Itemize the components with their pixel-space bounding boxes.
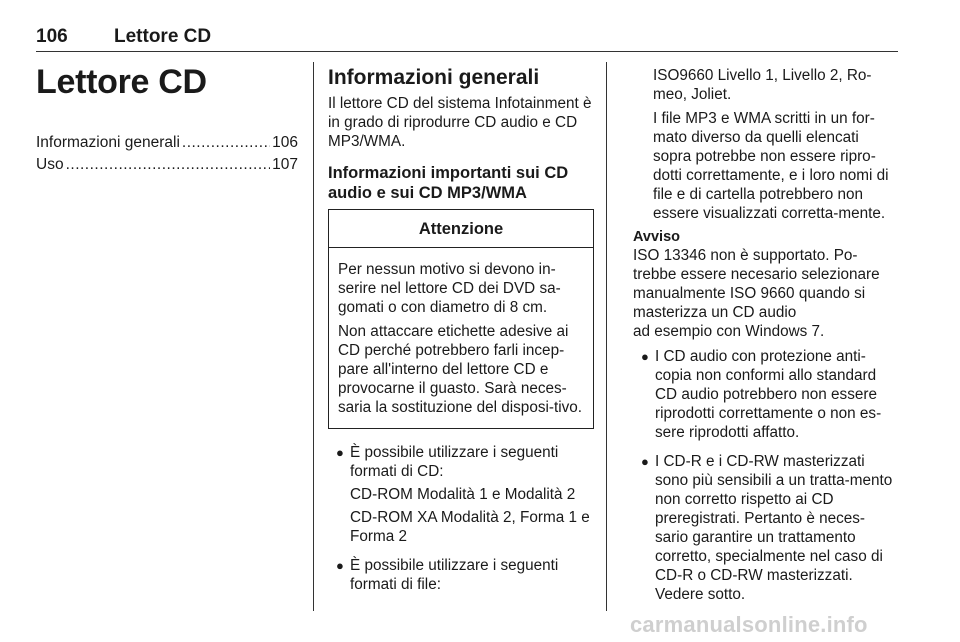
toc-label: Informazioni generali (36, 134, 180, 151)
caution-box (328, 209, 594, 429)
general-info-column (328, 66, 594, 604)
toc-page: 107 (272, 156, 298, 173)
list-item (328, 556, 594, 598)
bullet-icon: ● (336, 558, 344, 573)
page-number: 106 (36, 26, 68, 47)
notice-text: ISO 13346 non è supportato. Po-trebbe essere necesario selezionare manualmente ISO 9660 quando si masterizza un CD audio (633, 247, 880, 321)
notice-text-after: ad esempio con Windows 7. (633, 323, 825, 340)
watermark-text: carmanualsonline.info (630, 612, 868, 637)
caution-paragraph: Per nessun motivo si devono in-serire nel lettore CD dei DVD sa-gomati o con diametro di 8 cm. (338, 261, 561, 316)
toc-label: Uso (36, 156, 64, 173)
list-item-subtext: CD-ROM Modalità 1 e Modalità 2 (350, 486, 576, 503)
toc-leader (182, 132, 270, 154)
caution-title: Attenzione (329, 210, 593, 248)
continued-text: ISO9660 Livello 1, Livello 2, Ro-meo, Joliet. (653, 67, 872, 103)
toc-entry-general[interactable] (36, 132, 298, 154)
chapter-title: Lettore CD (36, 63, 207, 101)
bullet-icon: ● (641, 454, 649, 469)
list-item (633, 347, 897, 446)
column-divider-1 (313, 62, 314, 611)
notice-title: Avviso (633, 229, 681, 245)
toc-page: 106 (272, 134, 298, 151)
bullet-icon: ● (641, 349, 649, 364)
list-item-subtext: CD-ROM XA Modalità 2, Forma 1 e Forma 2 (350, 509, 590, 545)
toc-entry-uso[interactable] (36, 154, 298, 176)
intro-paragraph: Il lettore CD del sistema Infotainment è in grado di riprodurre CD audio e CD MP3/WMA. (328, 95, 592, 150)
list-item (328, 443, 594, 550)
chapter-column (36, 62, 298, 176)
bullet-icon: ● (336, 445, 344, 460)
list-item-text: È possibile utilizzare i seguenti formati di file: (350, 557, 559, 593)
caution-paragraph: Non attaccare etichette adesive ai CD perché potrebbero farli incep-pare all'interno del lettore CD e provocarne il guasto. Sarà neces-saria la sostituzione del disposi-tivo. (338, 323, 583, 416)
continued-column (633, 66, 897, 614)
toc-leader (66, 154, 271, 176)
list-item-text: È possibile utilizzare i seguenti formati di CD: (350, 444, 559, 480)
list-item (633, 452, 897, 608)
subsection-title: Informazioni importanti sui CD audio e sui CD MP3/WMA (328, 164, 569, 202)
continued-text: I file MP3 e WMA scritti in un for-mato diverso da quelli elencati sopra potrebbe non essere ripro-dotti correttamente, e i loro nomi di file e di cartella potrebbero non essere visualizzati corretta-mente. (653, 110, 889, 222)
column-divider-2 (606, 62, 607, 611)
list-item-text: I CD-R e i CD-RW masterizzati sono più sensibili a un tratta-mento non corretto rispetto ai CD preregistrati. Pertanto è neces-sario garantire un trattamento corretto, specialmente nel caso di CD-R o CD-RW masterizzati. Vedere sotto. (655, 453, 893, 603)
section-title: Informazioni generali (328, 66, 540, 89)
header-title: Lettore CD (114, 26, 212, 47)
notice-block (633, 229, 897, 341)
list-item-text: I CD audio con protezione anti-copia non conformi allo standard CD audio potrebbero non essere riprodotti correttamente o non es-sere riprodotti affatto. (655, 348, 882, 441)
page-header (36, 24, 898, 52)
